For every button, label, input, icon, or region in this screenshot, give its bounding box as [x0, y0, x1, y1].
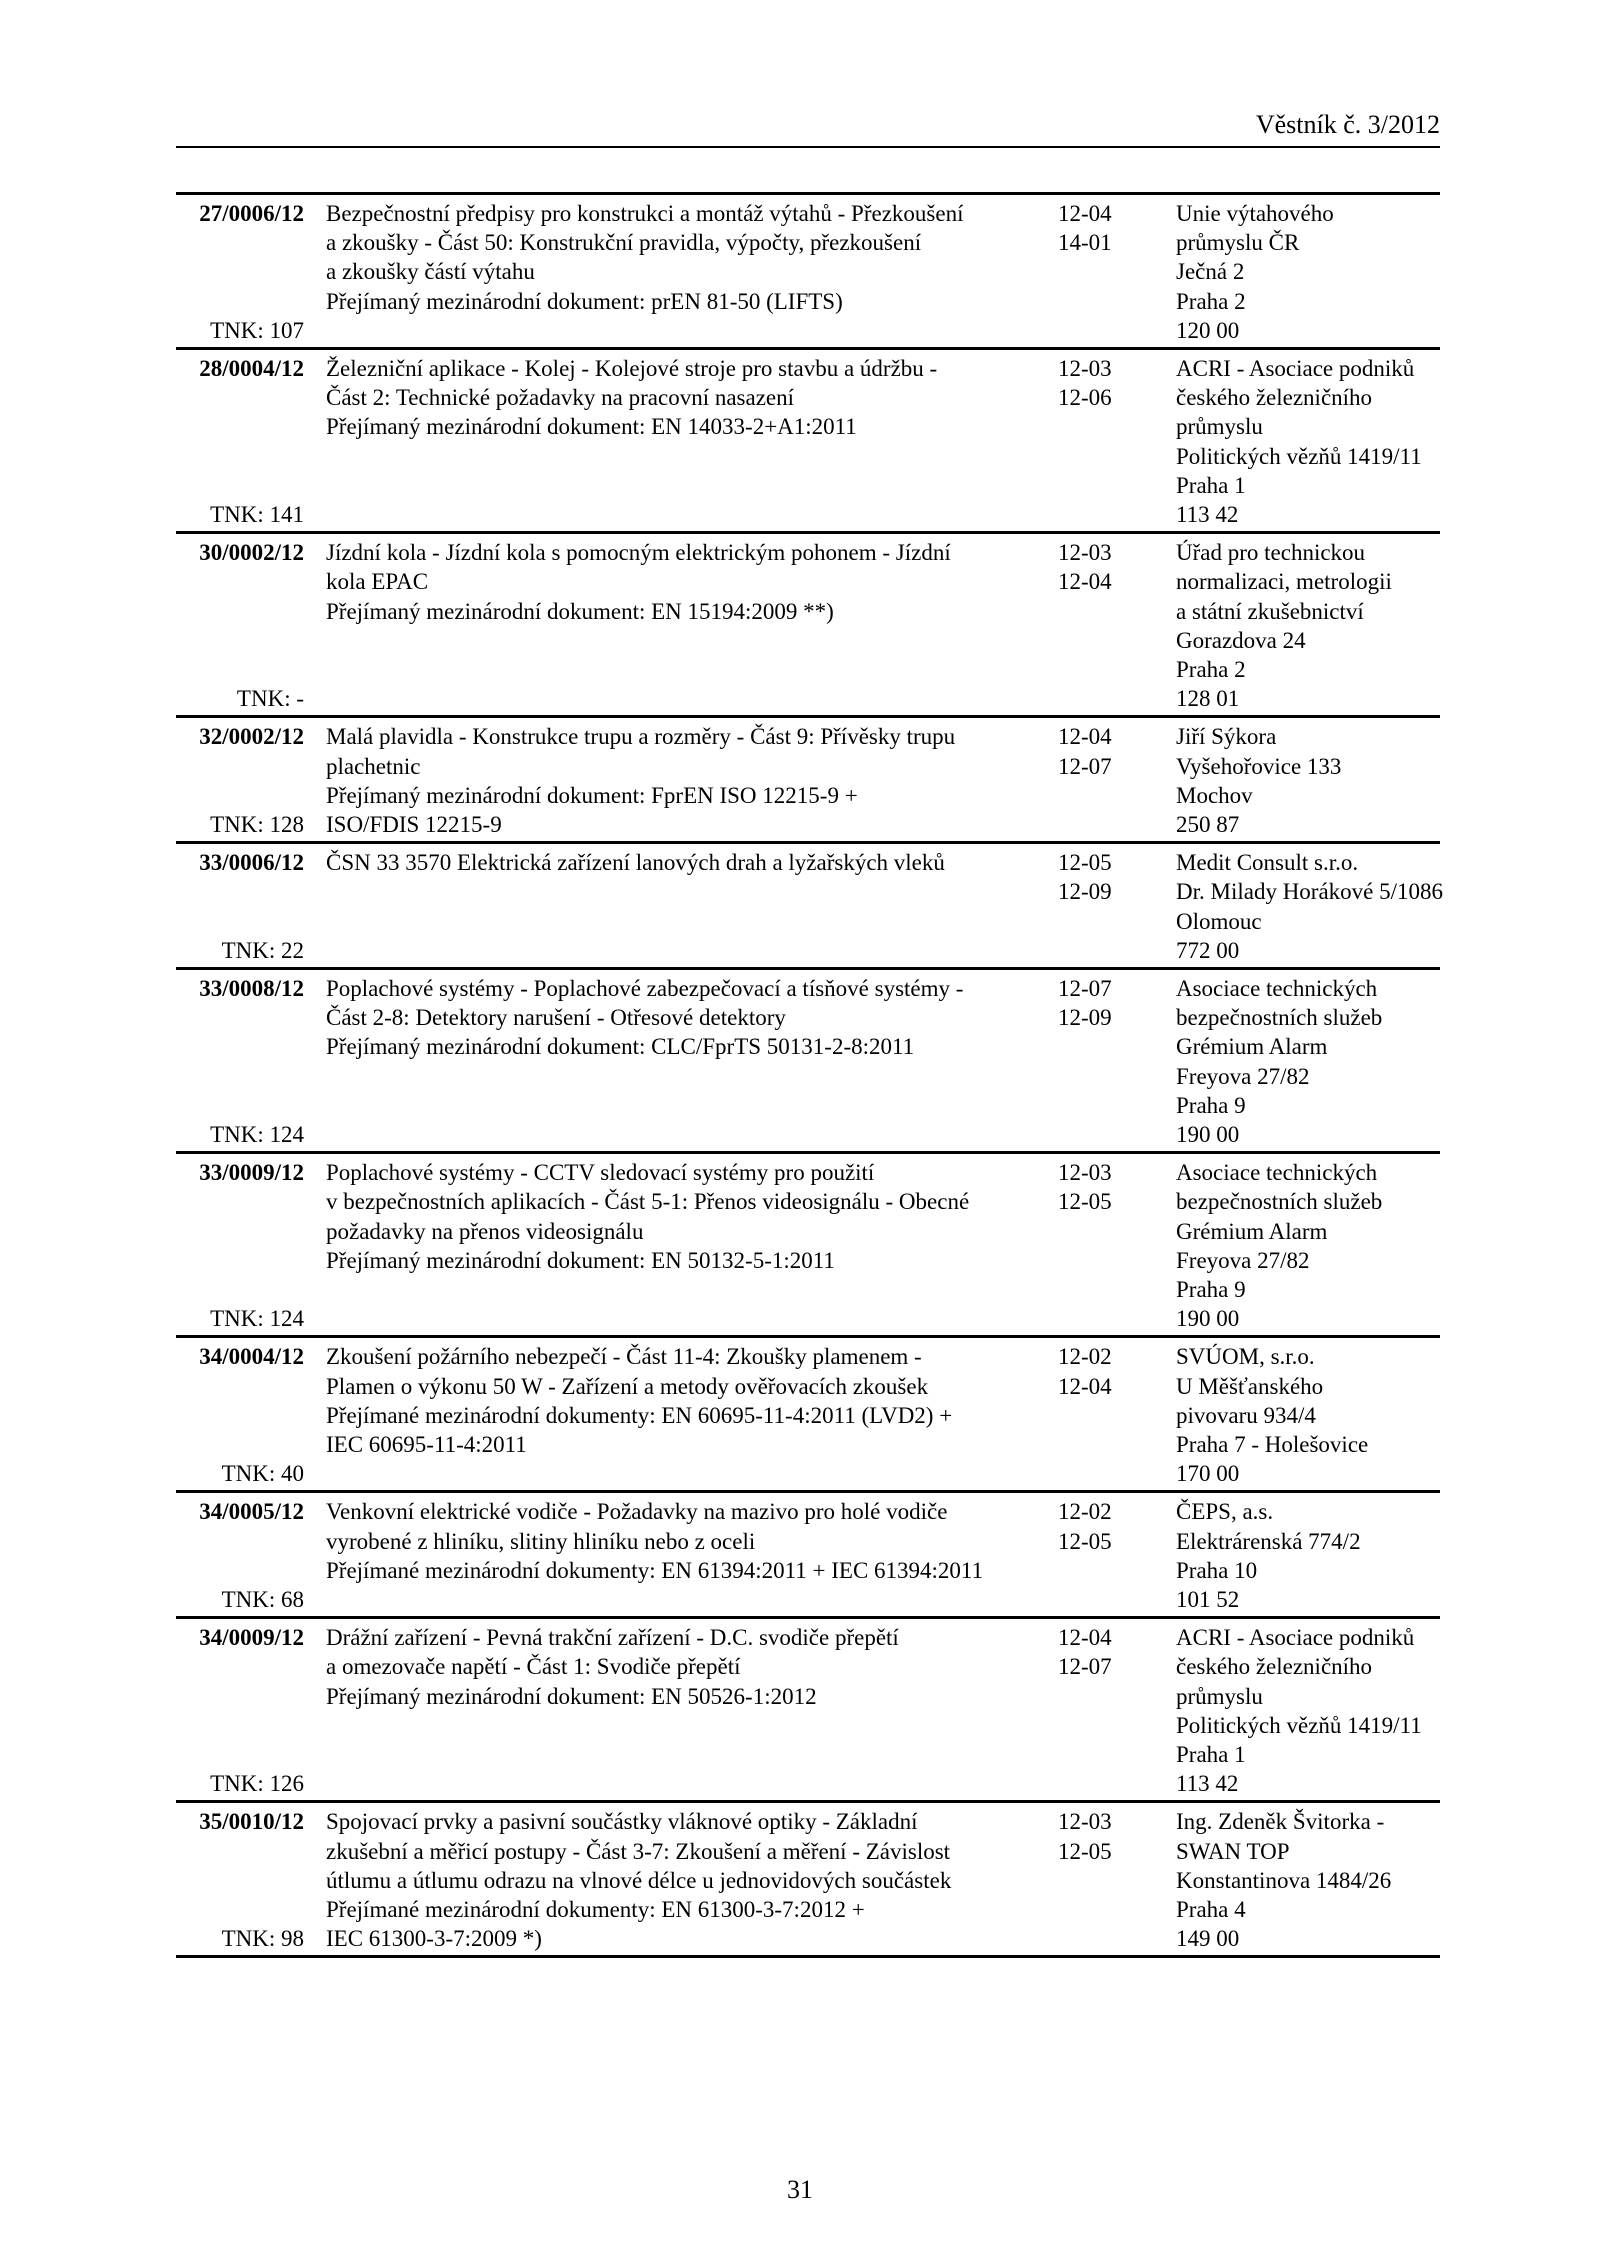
page-header-title: Věstník č. 3/2012	[1255, 110, 1440, 139]
entry-title-line: Bezpečnostní předpisy pro konstrukci a montáž výtahů - Přezkoušení	[326, 201, 964, 226]
entry-title-cell	[326, 848, 1026, 877]
entry-organization-line: 190 00	[1176, 1122, 1240, 1147]
entry-organization-line: Politických vězňů 1419/11	[1176, 443, 1422, 469]
entry-organization-cell	[1176, 722, 1446, 839]
entry-title-line: Přejímaný mezinárodní dokument: CLC/FprTS 50131-2-8:2011	[326, 1034, 915, 1060]
entry-organization-line: Praha 1	[1176, 1741, 1246, 1767]
entry-title-line: a zkoušky - Část 50: Konstrukční pravidla, výpočty, přezkoušení	[326, 230, 922, 256]
entry-title-line: Přejímaný mezinárodní dokument: FprEN ISO 12215-9 +	[326, 782, 858, 808]
entry-title-line: IEC 60695-11-4:2011	[326, 1431, 527, 1457]
entry-organization-line: SVÚOM, s.r.o.	[1176, 1344, 1315, 1370]
entry-organization-line: Gorazdova 24	[1176, 627, 1306, 653]
entry-group-code: 12-04	[1058, 724, 1112, 750]
entry-organization-line: Praha 9	[1176, 1276, 1246, 1302]
entry-organization-line: 250 87	[1176, 811, 1240, 837]
entry-title-line: ISO/FDIS 12215-9	[326, 811, 502, 837]
entry-organization-line: 190 00	[1176, 1306, 1240, 1332]
entry-organization-line: Praha 1	[1176, 472, 1246, 498]
table-row	[176, 1493, 1440, 1619]
entry-organization-line: ČEPS, a.s.	[1176, 1499, 1274, 1525]
entry-code: 33/0008/12	[199, 975, 304, 1001]
entry-organization-line: Asociace technických	[1176, 1160, 1378, 1186]
entry-groups-cell	[1058, 354, 1148, 412]
entry-title-cell	[326, 1623, 1026, 1711]
entry-organization-line: průmyslu	[1176, 414, 1263, 440]
entry-groups-cell	[1058, 1623, 1148, 1681]
entry-organization-line: českého železničního	[1176, 1654, 1373, 1680]
entry-title-line: Přejímané mezinárodní dokumenty: EN 60695-11-4:2011 (LVD2) +	[326, 1402, 953, 1428]
entry-title-line: Přejímaný mezinárodní dokument: prEN 81-50 (LIFTS)	[326, 288, 843, 314]
entry-group-code: 12-05	[1058, 1189, 1112, 1215]
entry-title-line: v bezpečnostních aplikacích - Část 5-1: Přenos videosignálu - Obecné	[326, 1189, 970, 1215]
entry-title-line: Přejímaný mezinárodní dokument: EN 14033-2+A1:2011	[326, 414, 857, 440]
entry-group-code: 12-07	[1058, 1654, 1112, 1680]
entry-tnk: TNK: 68	[221, 1586, 304, 1612]
entry-tnk: TNK: -	[236, 686, 304, 712]
entry-group-code: 12-07	[1058, 753, 1112, 779]
entry-id-cell	[176, 538, 304, 713]
entry-group-code: 12-09	[1058, 879, 1112, 905]
entry-groups-cell	[1058, 1807, 1148, 1865]
entry-organization-line: Praha 9	[1176, 1092, 1246, 1118]
entry-organization-line: Úřad pro technickou	[1176, 540, 1366, 566]
table-row	[176, 1338, 1440, 1493]
entry-title-line: Přejímaný mezinárodní dokument: EN 50132-5-1:2011	[326, 1247, 835, 1273]
entry-organization-line: průmyslu	[1176, 1683, 1263, 1709]
entry-organization-line: bezpečnostních služeb	[1176, 1005, 1383, 1031]
entry-code: 33/0006/12	[199, 850, 304, 876]
entry-title-line: Venkovní elektrické vodiče - Požadavky na mazivo pro holé vodiče	[326, 1499, 948, 1525]
entry-organization-line: Jiří Sýkora	[1176, 724, 1277, 750]
entry-tnk: TNK: 107	[210, 317, 304, 343]
entry-code: 34/0005/12	[199, 1499, 304, 1525]
entry-groups-cell	[1058, 538, 1148, 596]
entry-title-line: kola EPAC	[326, 569, 429, 595]
entry-group-code: 12-03	[1058, 356, 1112, 381]
entry-group-code: 12-03	[1058, 540, 1112, 566]
entry-groups-cell	[1058, 199, 1148, 257]
entry-organization-line: Praha 2	[1176, 657, 1246, 682]
entry-id-cell	[176, 1623, 304, 1798]
entry-group-code: 12-05	[1058, 850, 1112, 876]
entry-code: 33/0009/12	[199, 1160, 304, 1186]
entry-title-line: ČSN 33 3570 Elektrická zařízení lanových drah a lyžařských vleků	[326, 850, 945, 876]
table-row	[176, 195, 1440, 350]
entry-title-line: IEC 61300-3-7:2009 *)	[326, 1926, 542, 1952]
entry-organization-line: 772 00	[1176, 937, 1240, 963]
entry-organization-line: 113 42	[1176, 502, 1239, 528]
entry-title-line: požadavky na přenos videosignálu	[326, 1218, 644, 1244]
entry-title-cell	[326, 354, 1026, 442]
entry-organization-line: Unie výtahového	[1176, 201, 1334, 226]
entry-tnk: TNK: 22	[221, 937, 304, 963]
entry-tnk: TNK: 124	[210, 1306, 304, 1332]
entry-title-line: Část 2: Technické požadavky na pracovní nasazení	[326, 385, 795, 411]
entry-title-line: a zkoušky částí výtahu	[326, 259, 535, 285]
entry-organization-line: Vyšehořovice 133	[1176, 753, 1342, 779]
entry-title-line: plachetnic	[326, 753, 421, 779]
entry-title-line: útlumu a útlumu odrazu na vlnové délce u jednovidových součástek	[326, 1867, 952, 1893]
entry-title-line: a omezovače napětí - Část 1: Svodiče přepětí	[326, 1654, 741, 1680]
entry-organization-line: a státní zkušebnictví	[1176, 598, 1364, 624]
entry-organization-line: Olomouc	[1176, 908, 1262, 934]
entry-organization-line: Grémium Alarm	[1176, 1218, 1328, 1244]
entry-organization-line: ACRI - Asociace podniků	[1176, 356, 1415, 381]
entry-id-cell	[176, 1497, 304, 1614]
entry-organization-line: Ing. Zdeněk Švitorka -	[1176, 1809, 1385, 1835]
entry-group-code: 12-07	[1058, 975, 1112, 1001]
entry-organization-line: 101 52	[1176, 1586, 1240, 1612]
entry-title-cell	[326, 974, 1026, 1062]
entry-organization-line: pivovaru 934/4	[1176, 1402, 1316, 1428]
entry-organization-line: ACRI - Asociace podniků	[1176, 1625, 1415, 1651]
entry-title-line: Poplachové systémy - Poplachové zabezpečovací a tísňové systémy -	[326, 975, 964, 1001]
entry-tnk: TNK: 126	[210, 1771, 304, 1797]
entry-organization-line: Dr. Milady Horákové 5/1086	[1176, 879, 1444, 905]
entry-title-line: Železniční aplikace - Kolej - Kolejové stroje pro stavbu a údržbu -	[326, 356, 938, 381]
entry-organization-line: Elektrárenská 774/2	[1176, 1528, 1361, 1554]
entry-title-line: zkušební a měřicí postupy - Část 3-7: Zkoušení a měření - Závislost	[326, 1838, 951, 1864]
entry-id-cell	[176, 199, 304, 345]
entry-organization-line: Politických vězňů 1419/11	[1176, 1712, 1422, 1738]
entry-title-line: Přejímané mezinárodní dokumenty: EN 61300-3-7:2012 +	[326, 1896, 865, 1922]
entry-tnk: TNK: 141	[210, 501, 304, 527]
entry-id-cell	[176, 974, 304, 1149]
table-row	[176, 534, 1440, 718]
entry-title-line: vyrobené z hliníku, slitiny hliníku nebo z oceli	[326, 1528, 756, 1554]
table-row	[176, 1803, 1440, 1958]
entry-tnk: TNK: 128	[210, 811, 304, 837]
entry-title-line: Drážní zařízení - Pevná trakční zařízení - D.C. svodiče přepětí	[326, 1625, 899, 1651]
entry-title-cell	[326, 1158, 1026, 1275]
entry-group-code: 12-04	[1058, 569, 1112, 595]
entry-id-cell	[176, 1807, 304, 1953]
entry-tnk: TNK: 124	[210, 1121, 304, 1147]
entry-organization-line: Freyova 27/82	[1176, 1247, 1310, 1273]
entry-tnk: TNK: 98	[221, 1926, 304, 1952]
entry-organization-line: průmyslu ČR	[1176, 230, 1300, 256]
entry-title-line: Jízdní kola - Jízdní kola s pomocným elektrickým pohonem - Jízdní	[326, 540, 951, 566]
entry-organization-line: Praha 7 - Holešovice	[1176, 1431, 1369, 1457]
entry-code: 28/0004/12	[199, 356, 304, 381]
entry-group-code: 12-04	[1058, 1625, 1112, 1651]
entry-group-code: 12-04	[1058, 201, 1112, 226]
entry-title-line: Poplachové systémy - CCTV sledovací systémy pro použití	[326, 1160, 875, 1186]
entry-code: 32/0002/12	[199, 724, 304, 750]
entry-id-cell	[176, 722, 304, 839]
entry-title-line: Přejímané mezinárodní dokumenty: EN 61394:2011 + IEC 61394:2011	[326, 1557, 984, 1583]
entry-id-cell	[176, 848, 304, 965]
entry-title-cell	[326, 1807, 1026, 1953]
entry-title-line: Přejímaný mezinárodní dokument: EN 50526-1:2012	[326, 1683, 817, 1709]
table-row	[176, 1154, 1440, 1338]
entry-organization-line: Praha 10	[1176, 1557, 1258, 1583]
entry-organization-line: Praha 2	[1176, 288, 1246, 314]
entry-title-line: Přejímaný mezinárodní dokument: EN 15194:2009 **)	[326, 598, 834, 624]
entry-groups-cell	[1058, 1342, 1148, 1400]
entry-organization-cell	[1176, 538, 1446, 713]
entry-title-cell	[326, 538, 1026, 626]
table-row	[176, 718, 1440, 844]
entry-code: 34/0004/12	[199, 1344, 304, 1370]
entry-title-cell	[326, 199, 1026, 316]
entry-organization-line: 120 00	[1176, 317, 1240, 343]
entry-organization-line: Asociace technických	[1176, 975, 1378, 1001]
entry-organization-cell	[1176, 1497, 1446, 1614]
entry-organization-cell	[1176, 199, 1446, 345]
entry-title-line: Spojovací prvky a pasivní součástky vláknové optiky - Základní	[326, 1809, 918, 1835]
entry-id-cell	[176, 1342, 304, 1488]
entry-groups-cell	[1058, 722, 1148, 780]
entry-group-code: 12-05	[1058, 1838, 1112, 1864]
entry-organization-cell	[1176, 354, 1446, 529]
entry-title-line: Část 2-8: Detektory narušení - Otřesové detektory	[326, 1005, 786, 1031]
page-number: 31	[787, 2175, 813, 2204]
entry-groups-cell	[1058, 1158, 1148, 1216]
entry-organization-line: českého železničního	[1176, 385, 1373, 411]
entry-organization-line: 113 42	[1176, 1771, 1239, 1797]
entry-organization-line: 149 00	[1176, 1926, 1240, 1952]
entry-organization-line: bezpečnostních služeb	[1176, 1189, 1383, 1215]
entry-group-code: 12-03	[1058, 1809, 1112, 1835]
entry-title-cell	[326, 722, 1026, 839]
entry-code: 35/0010/12	[199, 1809, 304, 1835]
entry-group-code: 12-02	[1058, 1344, 1112, 1370]
entry-organization-line: Medit Consult s.r.o.	[1176, 850, 1359, 876]
entry-organization-line: Freyova 27/82	[1176, 1063, 1310, 1089]
table-row	[176, 970, 1440, 1154]
entry-group-code: 12-03	[1058, 1160, 1112, 1186]
entry-title-line: Plamen o výkonu 50 W - Zařízení a metody ověřovacích zkoušek	[326, 1373, 929, 1399]
entry-organization-cell	[1176, 1342, 1446, 1488]
entry-groups-cell	[1058, 1497, 1148, 1555]
entry-code: 30/0002/12	[199, 540, 304, 566]
entry-groups-cell	[1058, 848, 1148, 906]
entry-organization-line: Ječná 2	[1176, 259, 1245, 285]
table-row	[176, 1619, 1440, 1803]
entry-organization-cell	[1176, 1807, 1446, 1953]
entry-organization-line: 128 01	[1176, 686, 1240, 712]
standards-table	[176, 192, 1444, 1958]
entry-title-cell	[326, 1497, 1026, 1585]
entry-tnk: TNK: 40	[221, 1461, 304, 1487]
entry-id-cell	[176, 354, 304, 529]
table-row	[176, 844, 1444, 970]
entry-organization-line: normalizaci, metrologii	[1176, 569, 1392, 595]
entry-organization-cell	[1176, 974, 1446, 1149]
entry-title-line: Malá plavidla - Konstrukce trupu a rozměry - Část 9: Přívěsky trupu	[326, 724, 956, 750]
header-rule	[176, 146, 1440, 148]
entry-organization-line: U Měšťanského	[1176, 1373, 1324, 1399]
table-row	[176, 350, 1440, 534]
entry-organization-line: SWAN TOP	[1176, 1838, 1290, 1864]
entry-id-cell	[176, 1158, 304, 1333]
entry-group-code: 12-04	[1058, 1373, 1112, 1399]
entry-organization-cell	[1176, 848, 1446, 965]
entry-organization-line: 170 00	[1176, 1461, 1240, 1487]
entry-group-code: 12-06	[1058, 385, 1112, 411]
entry-code: 27/0006/12	[199, 201, 304, 226]
entry-group-code: 12-09	[1058, 1005, 1112, 1031]
entry-group-code: 12-05	[1058, 1528, 1112, 1554]
entry-groups-cell	[1058, 974, 1148, 1032]
entry-organization-cell	[1176, 1158, 1446, 1333]
entry-group-code: 12-02	[1058, 1499, 1112, 1525]
entry-organization-line: Konstantinova 1484/26	[1176, 1867, 1392, 1893]
entry-organization-line: Praha 4	[1176, 1896, 1246, 1922]
entry-code: 34/0009/12	[199, 1625, 304, 1651]
entry-title-cell	[326, 1342, 1026, 1459]
entry-organization-line: Mochov	[1176, 782, 1253, 808]
entry-title-line: Zkoušení požárního nebezpečí - Část 11-4: Zkoušky plamenem -	[326, 1344, 922, 1370]
entry-organization-cell	[1176, 1623, 1446, 1798]
entry-organization-line: Grémium Alarm	[1176, 1034, 1328, 1060]
entry-group-code: 14-01	[1058, 230, 1112, 256]
